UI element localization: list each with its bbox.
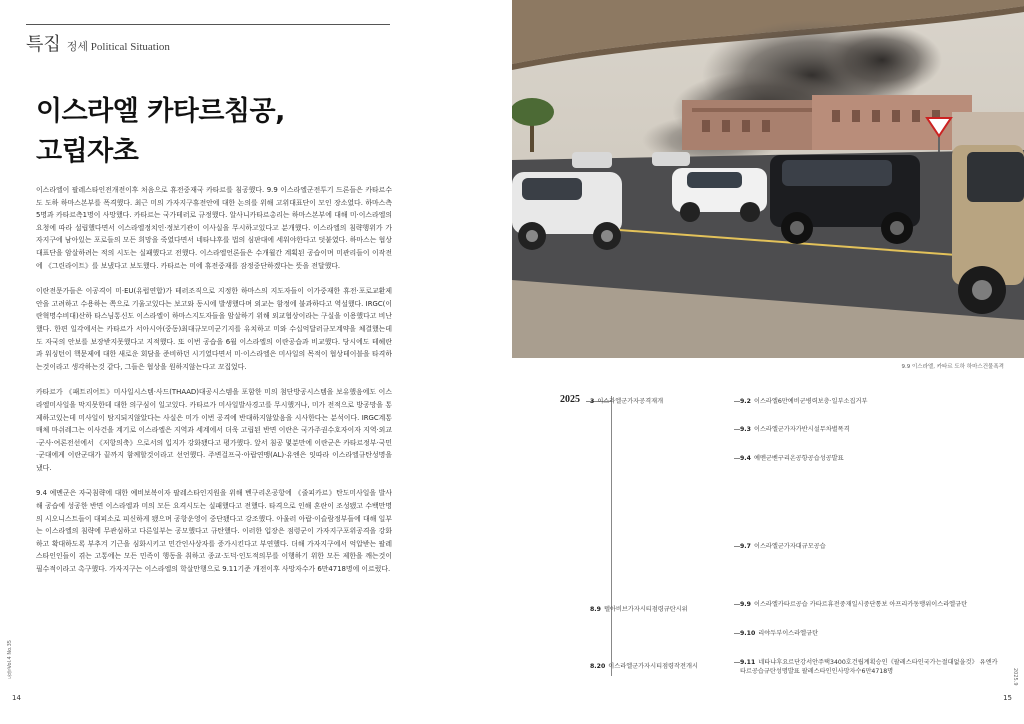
headline-line-2: 고립자초 xyxy=(36,136,139,167)
timeline-date: 9.9 xyxy=(740,601,751,608)
right-page xyxy=(512,0,1024,724)
news-photo xyxy=(512,0,1024,358)
body-paragraph-1: 이스라엘이 팔레스타인전개전이후 처음으로 휴전중재국 카타르를 침공했다. 9.9 이스라엘군전투기 드론들은 카타르수도 도하 하마스본부를 폭격했다. 최근 미의 가자지구휴전안에 대한 논의를 위해 고위대표단이 모인 장소였다. 하마스측5명과 카타르측1명이 사망했다. 카타르는 국가테러로 규정했다. 알사니카타르총리는 하마스본부에 대해 미·이스라엘의 요청에 따라 설립했다면서 이스라엘정치인·정보기관이 이사실을 무시하고있다고 분개했다. 이스라엘의 침략행위가 가자지구에 남아있는 포로들의 모든 희망을 죽였다면서 네타냐후를 법의 심판대에 세워야한다고 덧붙였다. 하마스는 협상대표단을 암살하려는 적의 시도는 실패했다고 전했다. 이스라엘언론들은 수개월간 계획된 공습이며 미관리들이 이작전에 《그린라이트》를 보냈다고 보도했다. 카타르는 미에 휴전중재를 잠정중단하겠다는 뜻을 전달했다. xyxy=(36,186,392,270)
timeline-event: 이스라엘군가자시티점령작전개시 xyxy=(608,663,698,670)
timeline-event: 이스라엘군가자가반시설무차별폭격 xyxy=(753,426,850,433)
timeline-event: 이스라엘카타르공습 카타르휴전중재일시중단통보 아프리카동맹위이스라엘규탄 xyxy=(753,601,968,608)
timeline-date: 3 xyxy=(590,398,595,405)
body-paragraph-4: 9.4 예멘군은 자국침략에 대한 예비보복이자 팔레스타인지원을 위해 벤구리온공항에 《줄피카르》탄도미사일을 발사해 공습에 성공한 반면 이스라엘과 미의 모든 요격시도는 실패했다고 전했다. 타격으로 인해 혼란이 조성됐고 수백만명의 시오니스트들이 대피소로 피신하게 됐으며 공항운영이 중단됐다고 강조했다. 아울러 아랍·이슬람정부들에 대해 일부는 이스라엘의 침략에 무관심하고 다른일부는 공모했다고 규탄했다. 이러한 입장은 점령군이 가자지구포위공격을 강화하고 확대하도록 부추겨 기근을 심화시키고 민간인사상자를 증가시킨다고 부연했다. 더해 가자지구에서 억압받는 팔레스타인인들이 겪는 고통에는 모든 민족이 행동을 취하고 종교·도덕·인도적의무를 이행하기 위한 모든 제한을 깨는것이 필수적이라고 촉구했다. 가자지구는 이스라엘의 학살만행으로 9.11기준 개전이후 사망자수가 6만4718명에 이르렀다. xyxy=(36,489,392,574)
top-rule xyxy=(26,24,390,25)
body-paragraph-3: 카타르가 《패트리어트》미사일시스템·사드(THAAD)대공시스템을 포함한 미의 첨단방공시스템을 보유했음에도 이스라엘미사일을 막지못한데 대한 의구심이 일고있다. 카타르가 미사일발사경고를 무시했거나, 미가 전적으로 방공망을 통제하고있는데 미사일이 탐지되지않았다는 사실은 미가 이번 공격에 반대하지않았음을 시사한다는 분석이다. IRGC계통매체 마쉬레그는 이사건을 계기로 이스라엘은 지역과 세계에서 더욱 고립된 반면 이란은 국가주권수호자이자 지역·외교·군사·여론전선에서 《저항의축》으로서의 입지가 강화됐다고 평가했다. 앞서 침공 몇분만에 이란군은 카타르정부·국민·군대에게 이란군대가 끝까지 함께할것이라고 선언했다. 주변걸프국·아랍연맹(AL)·유엔은 잇따라 이스라엘규탄성명을 냈다. xyxy=(36,388,392,472)
timeline-event: 네타냐후요르단강서안주택3400호건립계획승인《팔레스타인국가는절대없을것》 유엔카타르공습규탄성명발표 팔레스타인인사망자수6만4718명 xyxy=(740,659,998,675)
timeline-event: 리야두부이스라엘규탄 xyxy=(758,630,819,637)
timeline-left-item xyxy=(590,605,688,614)
timeline-right-item xyxy=(740,397,1000,406)
timeline-date: 9.10 xyxy=(740,630,756,637)
section-sublabel: 정세 Political Situation xyxy=(66,41,170,53)
timeline-date: 8.9 xyxy=(590,606,601,613)
timeline-date: 9.2 xyxy=(740,398,751,405)
right-page-number: 15 xyxy=(1003,694,1012,702)
photo-illustration xyxy=(512,0,1024,358)
timeline-date: 8.20 xyxy=(590,663,606,670)
right-side-folio: 2025.9 xyxy=(1012,668,1018,686)
timeline-event: 이스라엘군가자대규모공습 xyxy=(753,543,826,550)
article-headline xyxy=(36,92,285,172)
left-side-folio: 동향Vol.4 No.35 xyxy=(7,640,13,679)
timeline-right-item xyxy=(740,542,1000,551)
timeline-year: 2025 xyxy=(560,394,580,405)
timeline-date: 9.3 xyxy=(740,426,751,433)
timeline-date: 9.7 xyxy=(740,543,751,550)
left-page-number: 14 xyxy=(12,694,21,702)
headline-line-1: 이스라엘 카타르침공, xyxy=(36,96,285,127)
photo-caption: 9.9 이스라엘, 카타르 도하 하마스건물폭격 xyxy=(901,364,1004,370)
section-header xyxy=(26,30,170,56)
timeline-left-item xyxy=(590,397,663,406)
timeline-date: 9.4 xyxy=(740,455,751,462)
article-body xyxy=(36,184,392,589)
timeline-right-item xyxy=(740,629,1000,638)
timeline-axis xyxy=(611,396,612,676)
timeline-event: 이스라엘군가자공격재개 xyxy=(597,398,664,405)
timeline-event: 이스라엘6만예비군병력보충·일부소집거부 xyxy=(753,398,868,405)
timeline-right-item xyxy=(740,600,1000,609)
timeline-right-item xyxy=(740,425,1000,434)
timeline-event: 텔아비브가자시티점령규탄시위 xyxy=(603,606,688,613)
timeline-right-item xyxy=(740,454,1000,463)
body-paragraph-2: 이란전문가들은 이공격이 미·EU(유럽연합)가 테러조직으로 지정한 하마스의 지도자들이 이가중재한 휴전·포로교환제안을 고려하고 수용하는 쪽으로 기울고있다는 보고와 동시에 발생했다며 외교는 함정에 불과하다고 역설했다. IRGC(이란혁명수비대)산하 타스님통신도 이스라엘이 하마스지도자들을 암살하기 위해 외교협상이라는 구실을 이용했다고 비난했다. 한편 일각에서는 카타르가 서아시아(중동)최대규모미군기지를 유치하고 미와 수십억달러규모계약을 체결했는데도 자국의 안보를 보장받지못했다고 지적했다. 또 이번 공습을 6월 이스라엘의 이란공습과 비교했다. 당시에도 테헤란과 워싱턴이 핵문제에 대한 새로운 회담을 준비하던 시기였다면서 미·이스라엘은 미사일의 목적이 협상테이블을 타격하는것이라고 생각하는것 같다, 그들은 협상을 원하지않는다고 꼬집었다. xyxy=(36,287,392,371)
timeline-date: 9.11 xyxy=(740,659,756,666)
section-label: 특집 xyxy=(26,34,61,55)
timeline-event: 예멘군벤구리온공항공습성공발표 xyxy=(753,455,844,462)
timeline-right-item xyxy=(740,658,1000,676)
timeline-left-item xyxy=(590,662,698,671)
